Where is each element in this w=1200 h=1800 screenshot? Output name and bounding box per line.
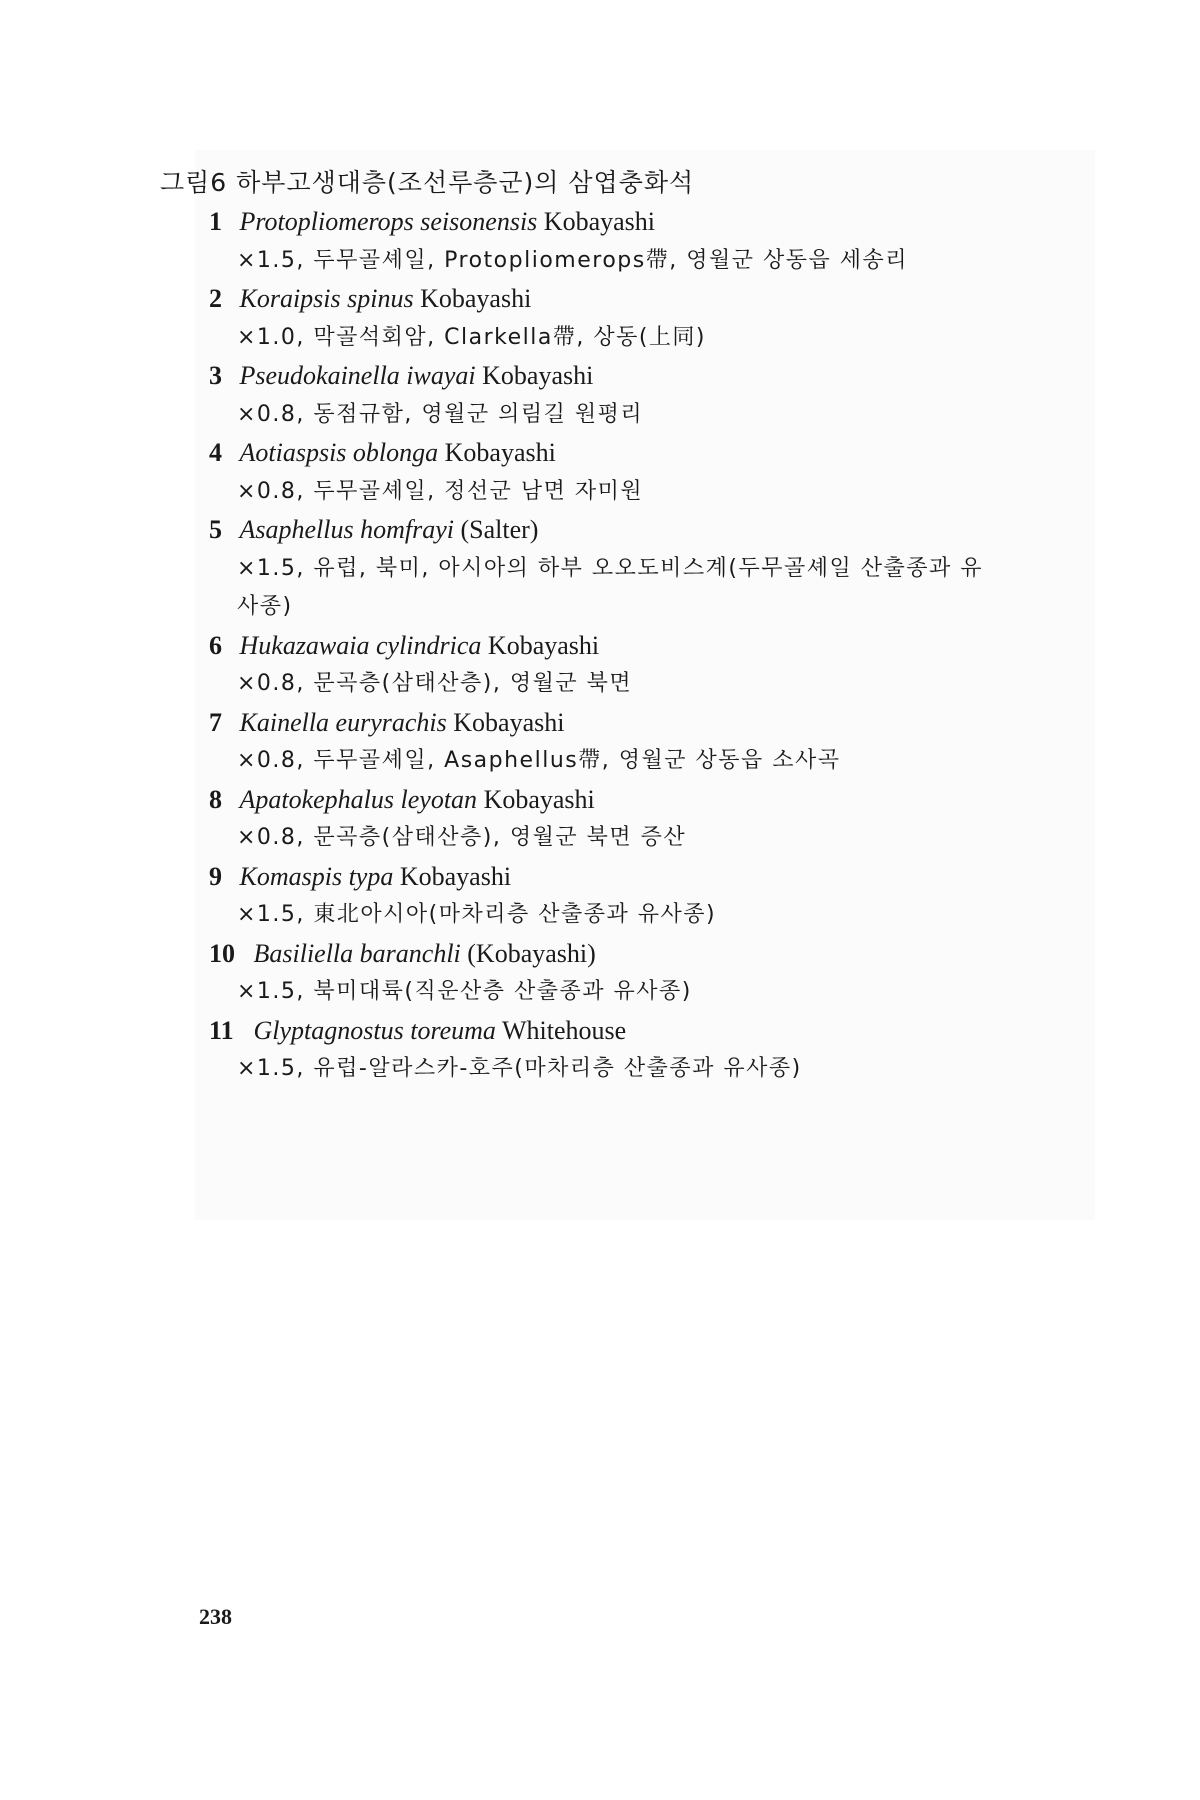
page-number: 238 [199, 1604, 232, 1629]
entry-detail: ×1.5, 유럽-알라스카-호주(마차리층 산출종과 유사종) [237, 1056, 802, 1081]
list-item [160, 858, 1060, 935]
taxon-name: Komaspis typa [239, 861, 394, 891]
entry-number: 9 [209, 861, 222, 891]
taxon-name: Apatokephalus leyotan [239, 784, 478, 814]
list-item [160, 511, 1060, 627]
entry-heading [160, 781, 1060, 820]
taxon-author: Kobayashi [420, 284, 532, 313]
entry-detail: ×0.8, 두무골셰일, 정선군 남면 자미원 [237, 478, 644, 504]
taxon-name: Aotiaspsis oblonga [239, 438, 439, 467]
entry-detail: ×0.8, 두무골셰일, Asaphellus帶, 영월군 상동읍 소사곡 [237, 748, 841, 773]
taxon-name: Koraipsis spinus [239, 284, 414, 313]
entry-number: 4 [209, 438, 222, 467]
taxon-author: Kobayashi [543, 207, 655, 236]
entry-heading [160, 280, 1060, 319]
list-item [160, 627, 1060, 704]
taxon-name: Basiliella baranchli [253, 938, 461, 968]
taxon-author: (Salter) [460, 515, 539, 544]
taxon-name: Pseudokainella iwayai [239, 361, 476, 390]
entry-detail: ×1.5, 두무골셰일, Protopliomerops帶, 영월군 상동읍 세송리 [237, 247, 908, 273]
taxon-name: Hukazawaia cylindrica [239, 630, 482, 660]
list-item [160, 704, 1060, 781]
entry-number: 7 [209, 707, 222, 737]
entry-number: 2 [209, 284, 222, 313]
taxon-author: Kobayashi [483, 784, 595, 814]
entry-heading [160, 704, 1060, 743]
taxon-author: Kobayashi [453, 707, 565, 737]
taxon-author: Kobayashi [487, 630, 600, 660]
taxon-author: (Kobayashi) [467, 938, 596, 968]
entry-detail: ×1.5, 東北아시아(마차리층 산출종과 유사종) [237, 902, 717, 927]
entry-detail: ×1.5, 유럽, 북미, 아시아의 하부 오오도비스계(두무골셰일 산출종과 유사종) [237, 555, 983, 619]
taxon-name: Asaphellus homfrayi [239, 515, 454, 544]
entry-heading [160, 357, 1060, 396]
taxon-author: Kobayashi [399, 861, 512, 891]
entry-detail: ×0.8, 동점규함, 영월군 의림길 원평리 [237, 401, 644, 427]
entry-number: 10 [209, 938, 235, 968]
entry-number: 6 [209, 630, 222, 660]
taxon-author: Kobayashi [482, 361, 594, 390]
entry-number: 11 [209, 1015, 234, 1045]
list-item [160, 434, 1060, 511]
entry-detail: ×0.8, 문곡층(삼태산층), 영월군 북면 [237, 671, 633, 696]
taxon-name: Kainella euryrachis [239, 707, 447, 737]
entry-heading [160, 627, 1060, 666]
entry-heading [160, 858, 1060, 897]
entry-number: 8 [209, 784, 222, 814]
list-item [160, 280, 1060, 357]
entry-number: 5 [209, 515, 222, 544]
entry-heading [160, 935, 1060, 974]
entry-number: 3 [209, 361, 222, 390]
entry-heading [160, 511, 1060, 550]
entry-heading [160, 203, 1060, 242]
taxon-author: Whitehouse [501, 1015, 627, 1045]
list-item [160, 1012, 1060, 1089]
entry-detail: ×0.8, 문곡층(삼태산층), 영월군 북면 증산 [237, 825, 687, 850]
entry-number: 1 [209, 207, 222, 236]
list-item [160, 781, 1060, 858]
taxon-author: Kobayashi [444, 438, 556, 467]
entry-heading [160, 434, 1060, 473]
list-item [160, 357, 1060, 434]
taxon-name: Glyptagnostus toreuma [253, 1015, 496, 1045]
caption-title: 그림6 하부고생대층(조선루층군)의 삼엽충화석 [160, 168, 695, 197]
taxon-name: Protopliomerops seisonensis [239, 207, 538, 236]
list-item [160, 935, 1060, 1012]
list-item [160, 203, 1060, 280]
entry-detail: ×1.0, 막골석회암, Clarkella帶, 상동(上同) [237, 324, 707, 350]
entry-heading [160, 1012, 1060, 1051]
entry-detail: ×1.5, 북미대륙(직운산층 산출종과 유사종) [237, 979, 692, 1004]
figure-caption [160, 165, 1060, 1089]
